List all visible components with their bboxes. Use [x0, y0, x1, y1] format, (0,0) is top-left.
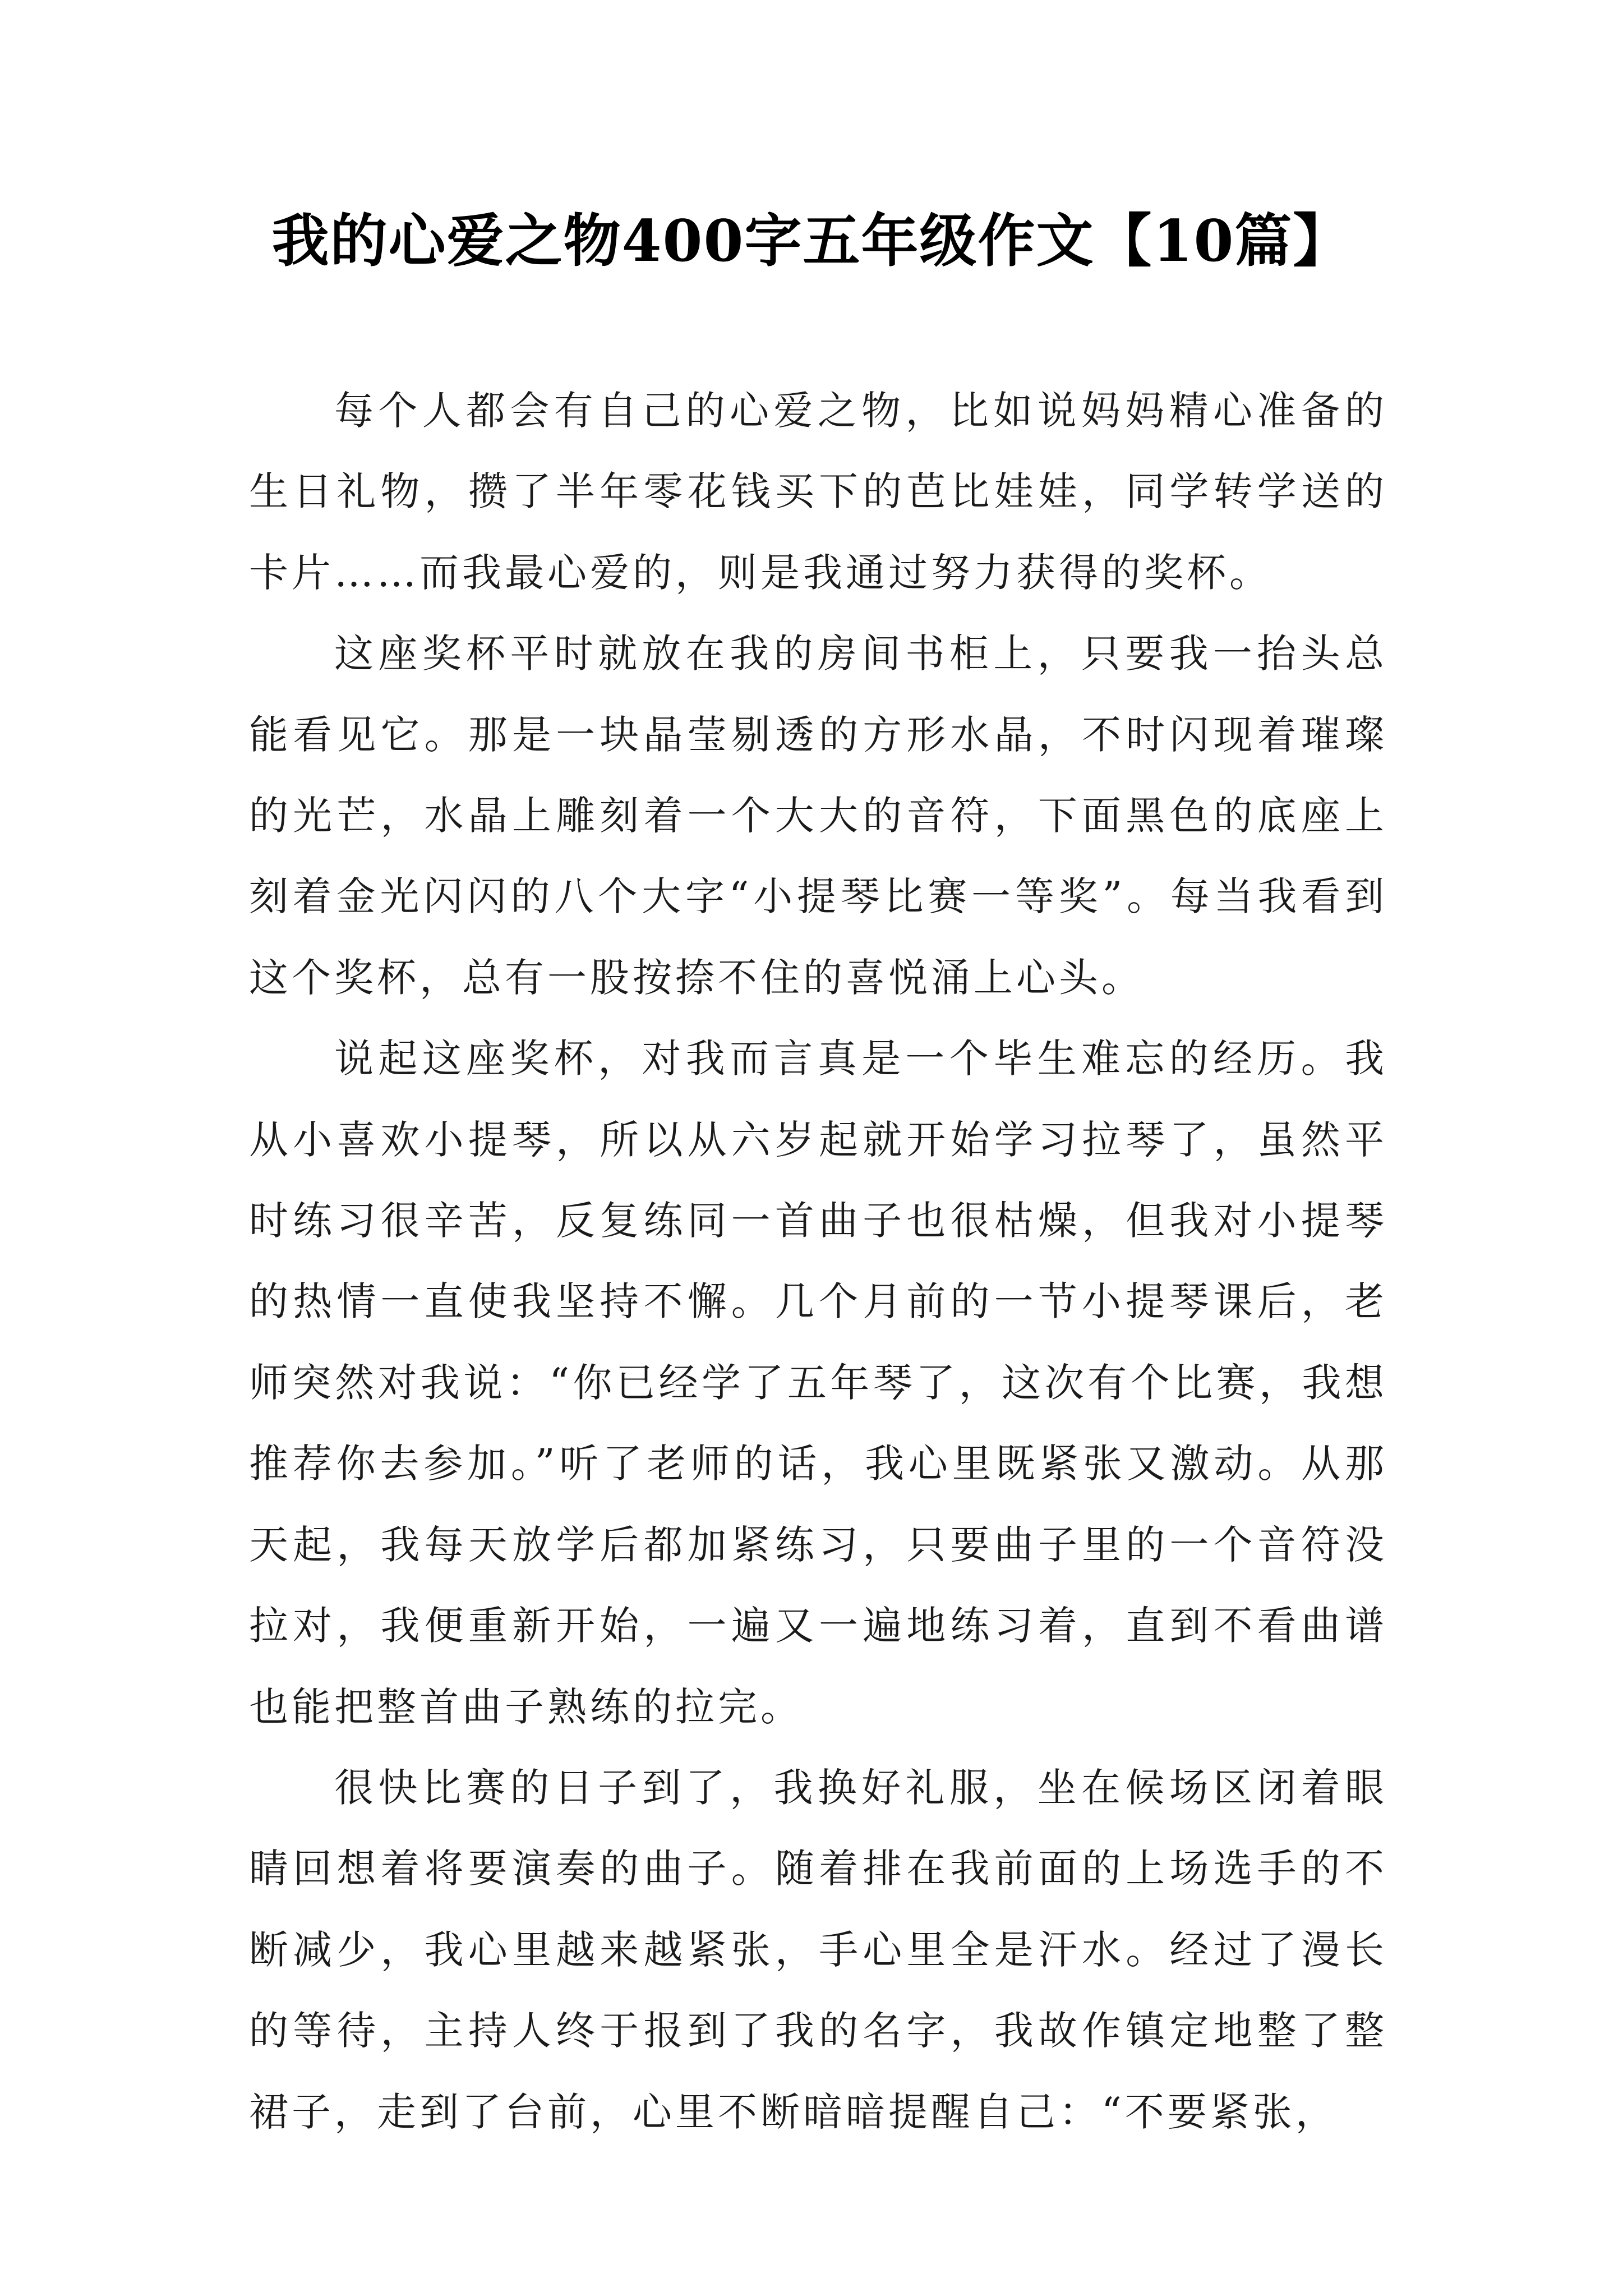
- paragraph-4: 很快比赛的日子到了，我换好礼服，坐在候场区闭着眼睛回想着将要演奏的曲子。随着排在我前面的上场选手的不断减少，我心里越来越紧张，手心里全是汗水。经过了漫长的等待，主持人终于报到了我的名字，我故作镇定地整了整裙子，走到了台前，心里不断暗暗提醒自己：“不要紧张，: [249, 1764, 1387, 2135]
- document-body: [249, 370, 1387, 2152]
- paragraph-3: 说起这座奖杯，对我而言真是一个毕生难忘的经历。我从小喜欢小提琴，所以从六岁起就开始学习拉琴了，虽然平时练习很辛苦，反复练同一首曲子也很枯燥，但我对小提琴的热情一直使我坚持不懈。几个月前的一节小提琴课后，老师突然对我说：“你已经学了五年琴了，这次有个比赛，我想推荐你去参加。”听了老师的话，我心里既紧张又激动。从那天起，我每天放学后都加紧练习，只要曲子里的一个音符没拉对，我便重新开始，一遍又一遍地练习着，直到不看曲谱也能把整首曲子熟练的拉完。: [249, 1036, 1387, 1730]
- document-title: 我的心爱之物400字五年级作文【10篇】: [271, 208, 1352, 275]
- paragraph-1: 每个人都会有自己的心爱之物，比如说妈妈精心准备的生日礼物，攒了半年零花钱买下的芭比娃娃，同学转学送的卡片……而我最心爱的，则是我通过努力获得的奖杯。: [249, 388, 1387, 596]
- paragraph-2: 这座奖杯平时就放在我的房间书柜上，只要我一抬头总能看见它。那是一块晶莹剔透的方形水晶，不时闪现着璀璨的光芒，水晶上雕刻着一个大大的音符，下面黑色的底座上刻着金光闪闪的八个大字“小提琴比赛一等奖”。每当我看到这个奖杯，总有一股按捺不住的喜悦涌上心头。: [249, 631, 1387, 1001]
